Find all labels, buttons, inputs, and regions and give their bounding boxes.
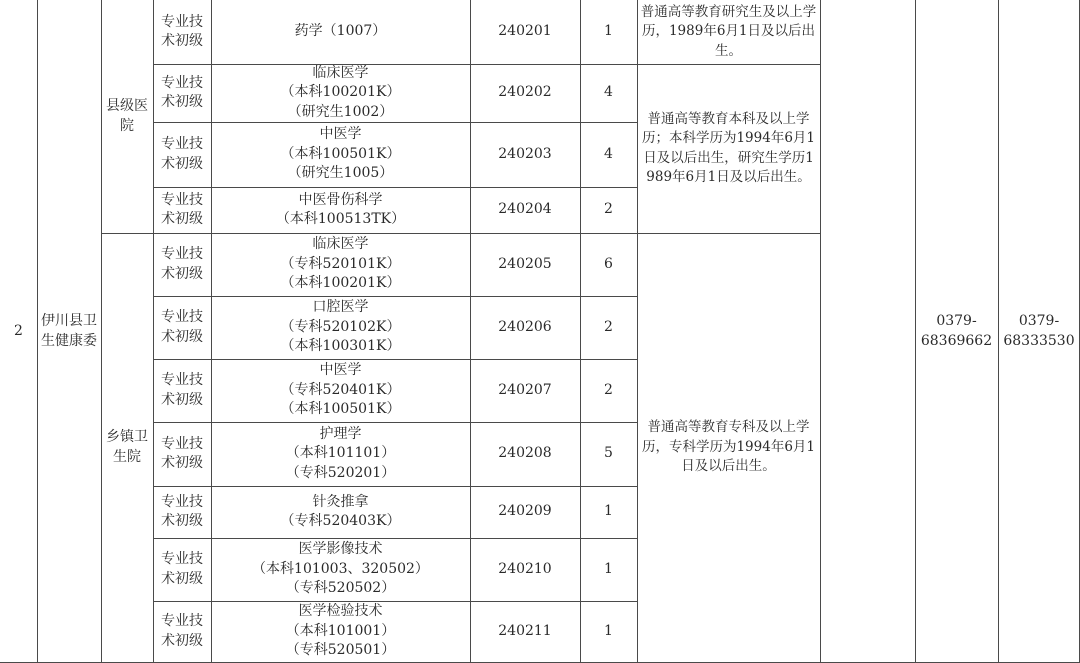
hire-count: 1 xyxy=(604,503,613,520)
position-code: 240201 xyxy=(498,23,552,40)
grid-hline-group xyxy=(101,233,153,234)
level-text-cell xyxy=(153,422,211,486)
position-code-cell xyxy=(470,0,580,64)
grid-hline-8 xyxy=(153,538,637,539)
grid-hline-5 xyxy=(153,359,637,360)
position-code: 240206 xyxy=(498,318,552,335)
level-text-cell xyxy=(153,233,211,296)
major-text: 中医学 （专科520401K） （本科100501K） xyxy=(280,362,401,418)
position-code: 240205 xyxy=(498,255,552,272)
hire-count: 1 xyxy=(604,23,613,40)
hire-count: 4 xyxy=(604,84,613,101)
major-text-cell xyxy=(211,0,470,64)
position-code-cell xyxy=(470,122,580,187)
position-code-cell xyxy=(470,422,580,486)
contact-phone-cell-1 xyxy=(915,0,998,663)
level-text-cell xyxy=(153,359,211,422)
position-code-cell xyxy=(470,64,580,122)
major-text-cell xyxy=(211,187,470,233)
hire-count: 4 xyxy=(604,145,613,162)
position-code-cell xyxy=(470,486,580,538)
position-code: 240211 xyxy=(498,622,552,639)
grid-vline-8 xyxy=(915,0,916,663)
hire-count: 2 xyxy=(604,381,613,398)
major-text: 临床医学 （专科520101K） （本科100201K） xyxy=(280,236,401,292)
hire-count-cell xyxy=(580,486,637,538)
major-text-cell xyxy=(211,296,470,359)
grid-hline-req-2 xyxy=(637,233,820,234)
contact-phone-cell-2 xyxy=(998,0,1080,663)
seq-number: 2 xyxy=(14,322,23,339)
hire-count-cell xyxy=(580,187,637,233)
level-text: 专业技 术初级 xyxy=(161,551,203,587)
unit-type-county: 县级医院 xyxy=(106,98,148,134)
grid-hline-2 xyxy=(153,187,637,188)
level-text-cell xyxy=(153,601,211,662)
major-text-cell xyxy=(211,233,470,296)
hire-count: 1 xyxy=(604,622,613,639)
major-text: 针灸推拿 （专科520403K） xyxy=(280,493,401,529)
level-text-cell xyxy=(153,122,211,187)
grid-hline-4 xyxy=(153,296,637,297)
major-text-cell xyxy=(211,422,470,486)
hire-count-cell xyxy=(580,233,637,296)
major-text: 护理学 （本科101101） （专科520201） xyxy=(285,425,396,481)
level-text-cell xyxy=(153,538,211,601)
level-text-cell xyxy=(153,296,211,359)
position-code-cell xyxy=(470,233,580,296)
unit-type-county-cell xyxy=(101,0,153,233)
unit-type-township-cell xyxy=(101,233,153,662)
level-text: 专业技 术初级 xyxy=(161,191,203,227)
unit-type-township: 乡镇卫生院 xyxy=(106,429,148,465)
position-code-cell xyxy=(470,359,580,422)
contact-phone-1: 0379- 68369662 xyxy=(920,313,993,349)
major-text-cell xyxy=(211,359,470,422)
hire-count: 5 xyxy=(604,445,613,462)
hire-count: 6 xyxy=(604,255,613,272)
major-text-cell xyxy=(211,538,470,601)
grid-hline-1 xyxy=(153,122,637,123)
position-code-cell xyxy=(470,187,580,233)
major-text: 口腔医学 （专科520102K） （本科100301K） xyxy=(280,299,401,355)
major-text-cell xyxy=(211,122,470,187)
level-text: 专业技 术初级 xyxy=(161,493,203,529)
position-code: 240208 xyxy=(498,445,552,462)
major-text-cell xyxy=(211,64,470,122)
requirement-postgrad: 普通高等教育研究生及以上学历，1989年6月1日及以后出生。 xyxy=(640,3,817,59)
organization-cell xyxy=(37,0,101,663)
hire-count-cell xyxy=(580,64,637,122)
level-text: 专业技 术初级 xyxy=(161,613,203,649)
level-text-cell xyxy=(153,187,211,233)
level-text: 专业技 术初级 xyxy=(161,13,203,49)
requirement-college-cell xyxy=(637,233,820,662)
major-text: 医学影像技术 （本科101003、320502） （专科520502） xyxy=(252,541,429,597)
hire-count-cell xyxy=(580,538,637,601)
organization-name: 伊川县卫生健康委 xyxy=(41,313,97,349)
major-text: 中医学 （本科100501K） （研究生1005） xyxy=(280,126,401,182)
hire-count-cell xyxy=(580,296,637,359)
level-text: 专业技 术初级 xyxy=(161,246,203,282)
grid-hline-0 xyxy=(153,64,637,65)
hire-count-cell xyxy=(580,601,637,662)
requirement-bachelor: 普通高等教育本科及以上学历；本科学历为1994年6月1日及以后出生，研究生学历1989年6月1日及以后出生。 xyxy=(641,110,816,185)
position-code: 240203 xyxy=(498,145,552,162)
contact-phone-2: 0379- 68333530 xyxy=(1003,313,1075,349)
major-text: 中医骨伤科学 （本科100513TK） xyxy=(275,191,406,227)
grid-vline-9 xyxy=(998,0,999,663)
level-text: 专业技 术初级 xyxy=(161,372,203,408)
hire-count: 2 xyxy=(604,201,613,218)
grid-vline-6 xyxy=(637,0,638,663)
hire-count: 1 xyxy=(604,560,613,577)
position-code: 240209 xyxy=(498,503,552,520)
position-code: 240207 xyxy=(498,381,552,398)
grid-hline-3 xyxy=(153,233,637,234)
level-text-cell xyxy=(153,0,211,64)
grid-vline-2 xyxy=(153,0,154,663)
seq-cell xyxy=(0,0,37,663)
level-text: 专业技 术初级 xyxy=(161,136,203,172)
grid-vline-1 xyxy=(101,0,102,663)
major-text: 临床医学 （本科100201K） （研究生1002） xyxy=(280,64,401,120)
major-text-cell xyxy=(211,486,470,538)
position-code-cell xyxy=(470,538,580,601)
level-text-cell xyxy=(153,486,211,538)
major-text: 药学（1007） xyxy=(294,23,387,40)
hire-count-cell xyxy=(580,359,637,422)
hire-count-cell xyxy=(580,0,637,64)
hire-count-cell xyxy=(580,122,637,187)
requirement-college: 普通高等教育专科及以上学历，专科学历为1994年6月1日及以后出生。 xyxy=(641,419,816,475)
level-text: 专业技 术初级 xyxy=(161,435,203,471)
position-code: 240202 xyxy=(498,84,552,101)
position-code-cell xyxy=(470,296,580,359)
position-code: 240210 xyxy=(498,560,552,577)
position-code-cell xyxy=(470,601,580,662)
level-text-cell xyxy=(153,64,211,122)
grid-vline-0 xyxy=(37,0,38,663)
grid-hline-req-1 xyxy=(637,64,820,65)
grid-vline-3 xyxy=(211,0,212,663)
grid-hline-6 xyxy=(153,422,637,423)
position-code: 240204 xyxy=(498,201,552,218)
grid-vline-5 xyxy=(580,0,581,663)
grid-vline-4 xyxy=(470,0,471,663)
grid-hline-7 xyxy=(153,486,637,487)
requirement-postgrad-cell xyxy=(637,0,820,64)
major-text-cell xyxy=(211,601,470,662)
requirement-bachelor-cell xyxy=(637,64,820,233)
level-text: 专业技 术初级 xyxy=(161,309,203,345)
hire-count-cell xyxy=(580,422,637,486)
grid-vline-7 xyxy=(820,0,821,663)
major-text: 医学检验技术 （本科101001） （专科520501） xyxy=(285,603,396,659)
hire-count: 2 xyxy=(604,318,613,335)
level-text: 专业技 术初级 xyxy=(161,74,203,110)
grid-hline-9 xyxy=(153,601,637,602)
